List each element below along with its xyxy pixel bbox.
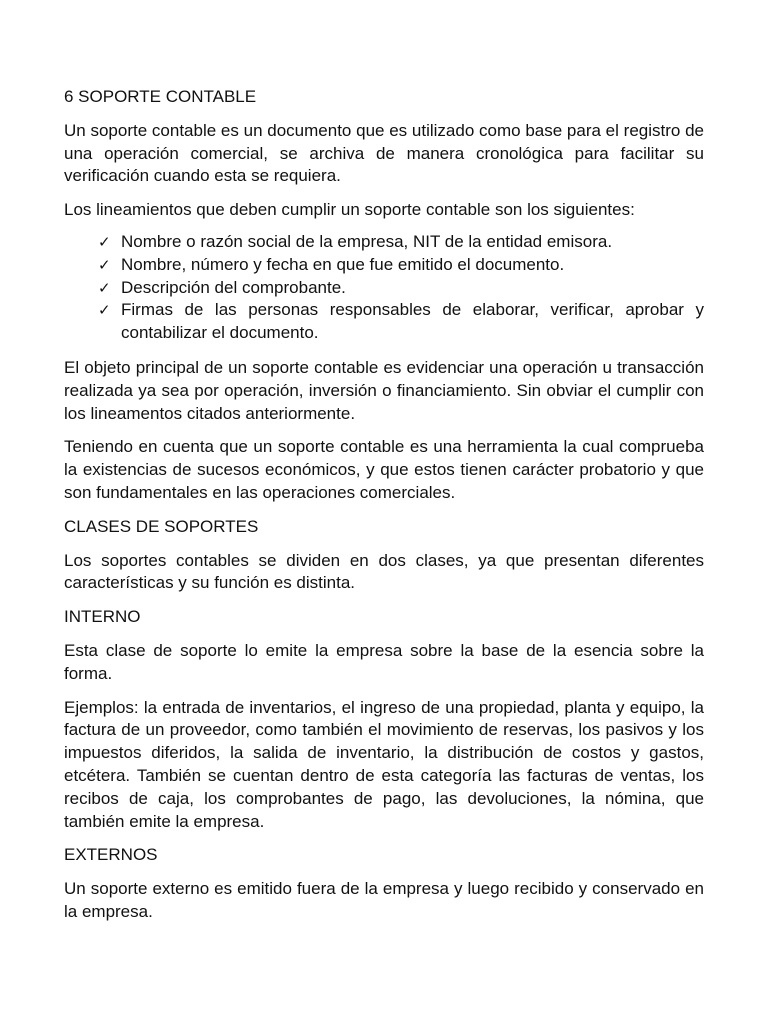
list-item	[98, 254, 704, 277]
list-item-text: Descripción del comprobante.	[121, 277, 346, 297]
check-icon: ✓	[98, 255, 111, 274]
check-icon: ✓	[98, 278, 111, 297]
intro-paragraph: Un soporte contable es un documento que es utilizado como base para el registro de una operación comercial, se archiva de manera cronológica para facilitar su verificación cuando esta se requiera.	[64, 120, 704, 186]
considering-paragraph: Teniendo en cuenta que un soporte contable es una herramienta la cual comprueba la existencias de sucesos económicos, y que estos tienen carácter probatorio y que son fundamentales en las operaciones comerciales.	[64, 437, 704, 502]
document-page	[64, 86, 704, 935]
list-item	[98, 299, 704, 345]
external-paragraph: Un soporte externo es emitido fuera de la empresa y luego recibido y conservado en la empresa.	[64, 879, 704, 921]
classes-paragraph: Los soportes contables se dividen en dos clases, ya que presentan diferentes características y su función es distinta.	[64, 550, 704, 593]
list-item-text: Nombre o razón social de la empresa, NIT de la entidad emisora.	[121, 231, 613, 251]
examples-paragraph: Ejemplos: la entrada de inventarios, el ingreso de una propiedad, planta y equipo, la factura de un proveedor, como también el movimiento de reservas, los pasivos y los impuestos diferidos, la salida de inventario, la distribución de costos y gastos, etcétera. También se cuentan dentro de esta categoría las facturas de ventas, los recibos de caja, los comprobantes de pago, las devoluciones, la nómina, que también emite la empresa.	[64, 697, 704, 831]
list-item-text: Firmas de las personas responsables de elaborar, verificar, aprobar y contabilizar el documento.	[121, 300, 704, 343]
document-title: 6 SOPORTE CONTABLE	[64, 87, 257, 106]
classes-heading: CLASES DE SOPORTES	[64, 516, 259, 536]
guidelines-lead: Los lineamientos que deben cumplir un soporte contable son los siguientes:	[64, 200, 635, 220]
list-item-text: Nombre, número y fecha en que fue emitido el documento.	[121, 254, 565, 274]
guidelines-list	[64, 231, 704, 345]
list-item	[98, 231, 704, 254]
list-item	[98, 277, 704, 300]
objective-paragraph: El objeto principal de un soporte contable es evidenciar una operación u transacción realizada ya sea por operación, inversión o financiamiento. Sin obviar el cumplir con los lineamentos citados anteriormente.	[64, 357, 704, 423]
check-icon: ✓	[98, 301, 111, 320]
internal-paragraph: Esta clase de soporte lo emite la empresa sobre la base de la esencia sobre la forma.	[64, 640, 704, 683]
internal-heading: INTERNO	[64, 607, 141, 627]
external-heading: EXTERNOS	[64, 845, 158, 865]
check-icon: ✓	[98, 232, 111, 251]
